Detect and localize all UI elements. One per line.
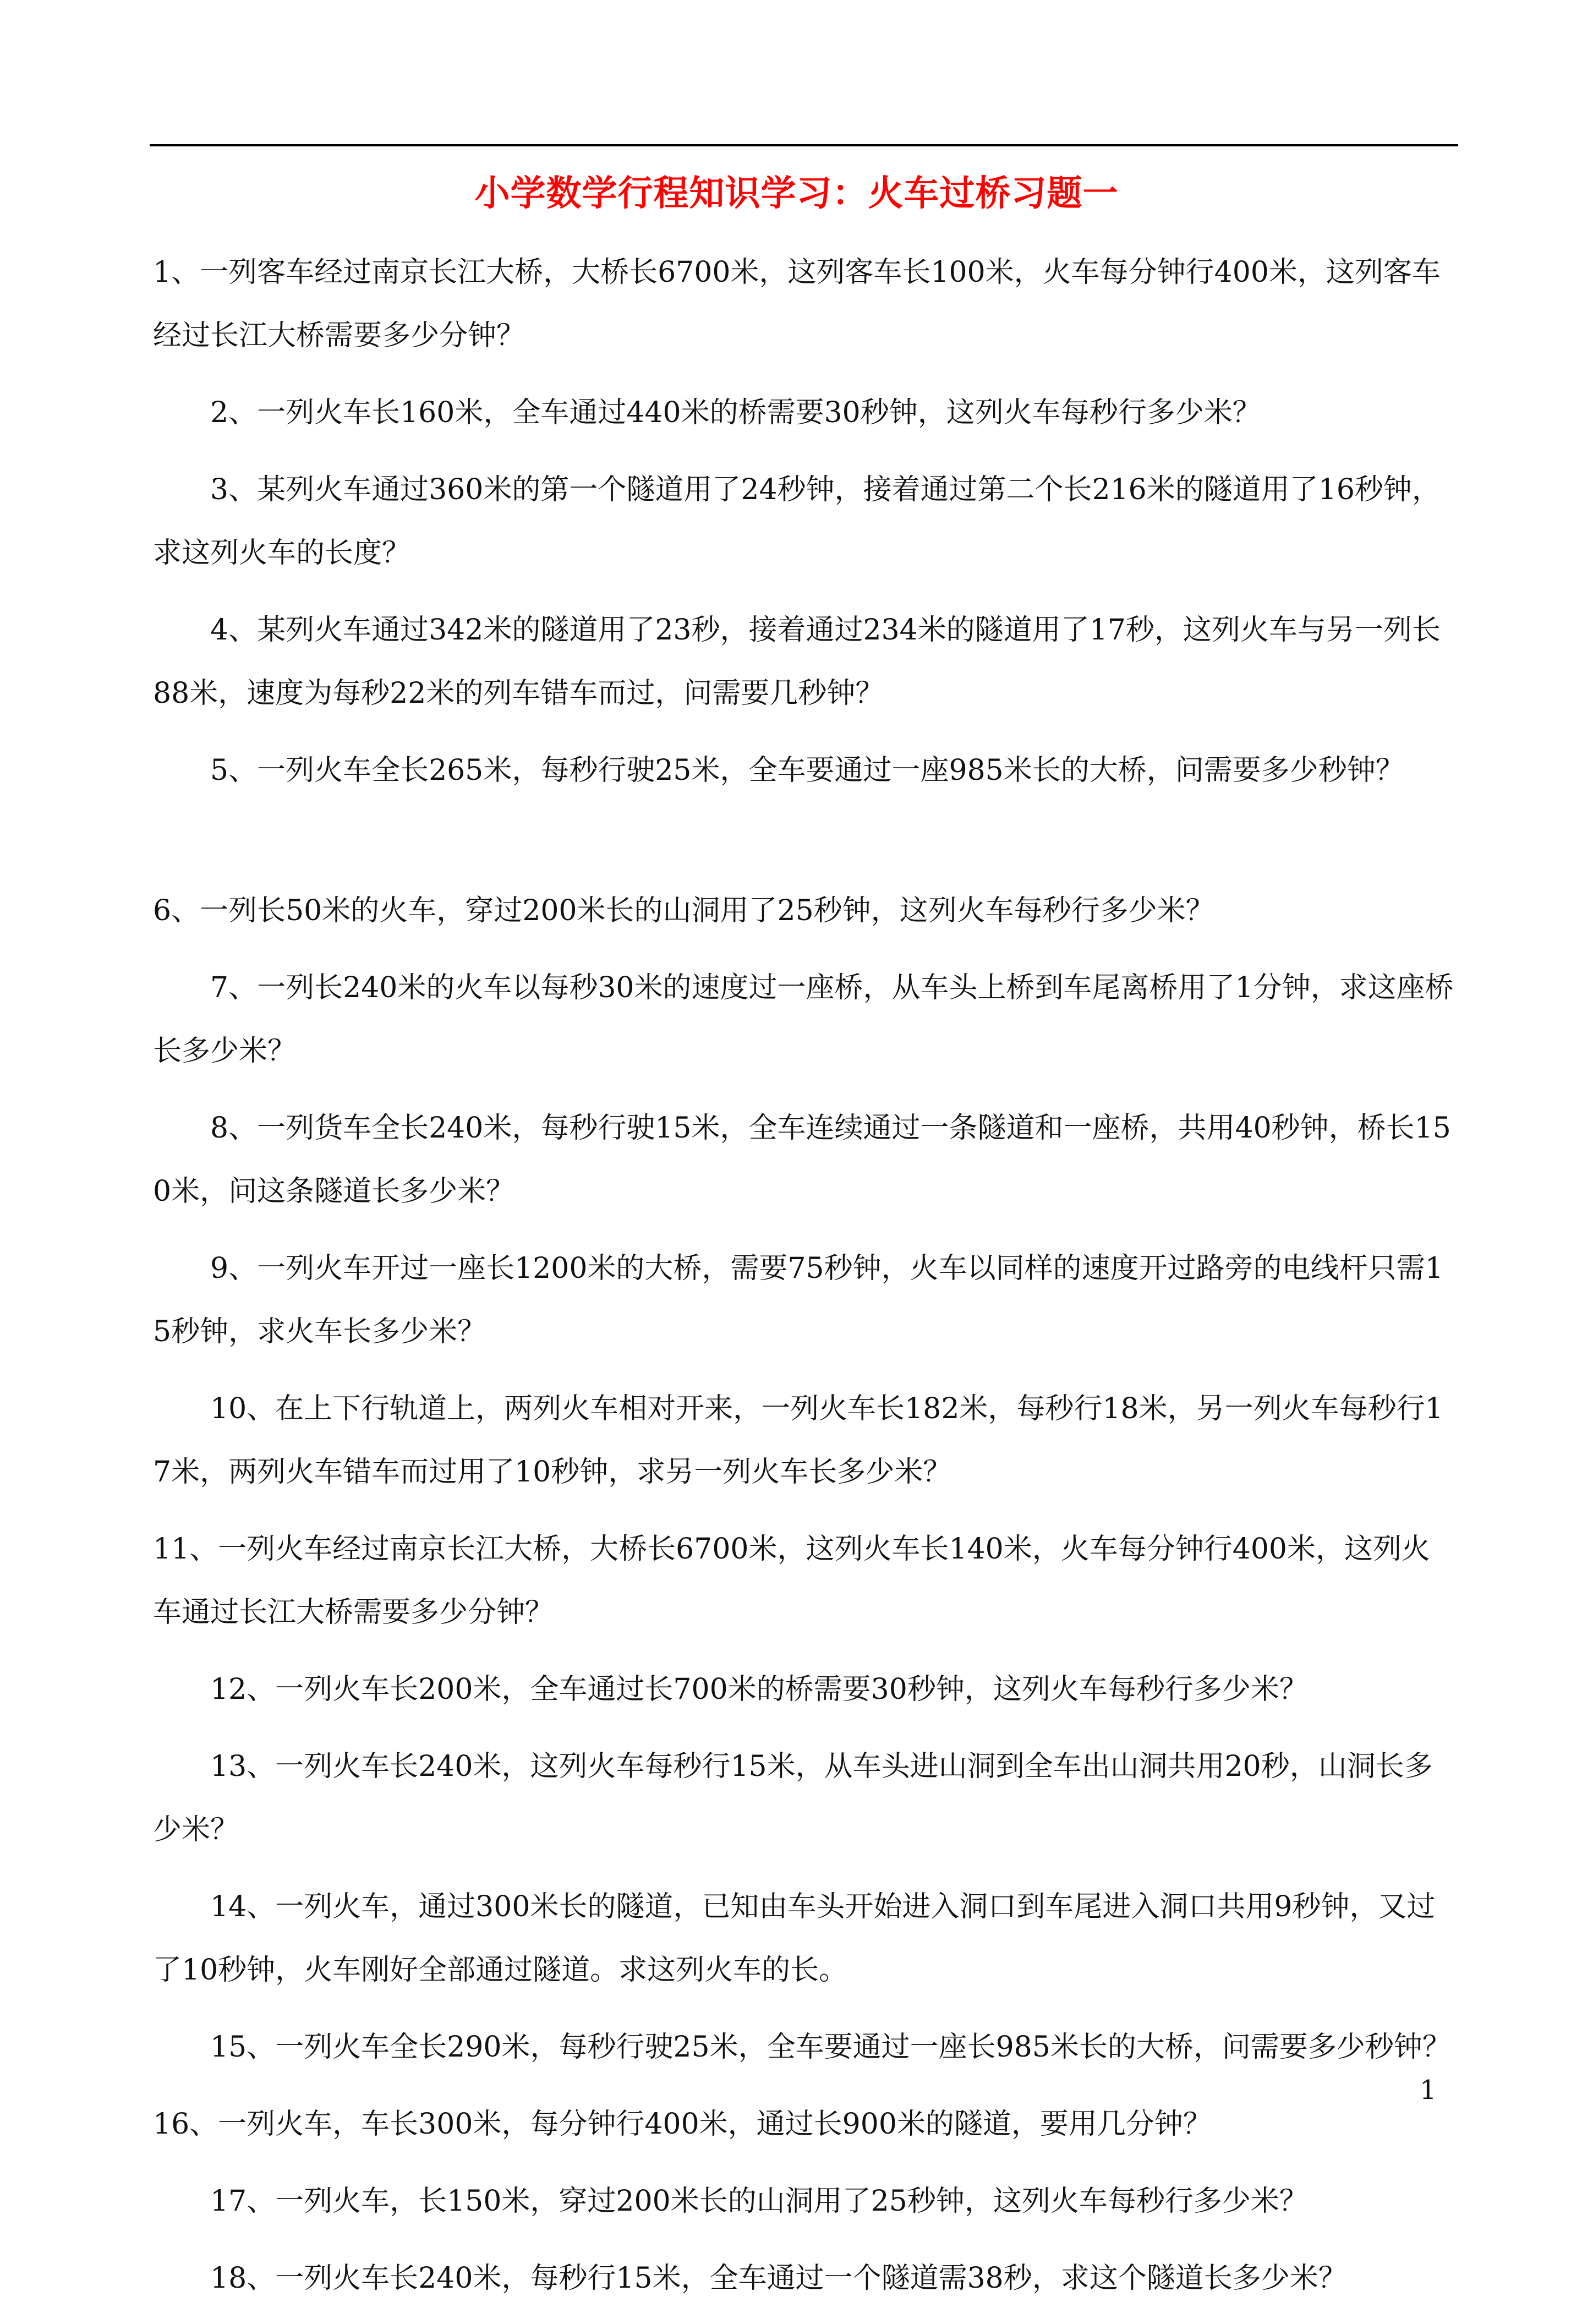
question-15: 15、一列火车全长290米，每秒行驶25米，全车要通过一座长985米长的大桥，问需要多少秒钟？ [210,2031,1451,2064]
question-6: 6、一列长50米的火车，穿过200米长的山洞用了25秒钟，这列火车每秒行多少米？ [153,894,1214,927]
question-11: 11、一列火车经过南京长江大桥，大桥长6700米，这列火车长140米，火车每分钟行400米，这列火车通过长江大桥需要多少分钟？ [153,1533,1431,1629]
blank-line [153,816,1457,879]
question-18: 18、一列火车长240米，每秒行15米，全车通过一个隧道需38秒，求这个隧道长多少米？ [210,2262,1347,2295]
question-list [153,241,1457,2324]
question-2: 2、一列火车长160米，全车通过440米的桥需要30秒钟，这列火车每秒行多少米？ [210,396,1261,429]
question-13: 13、一列火车长240米，这列火车每秒行15米，从车头进山洞到全车出山洞共用20秒，山洞长多少米？ [153,1750,1433,1846]
question-1: 1、一列客车经过南京长江大桥，大桥长6700米，这列客车长100米，火车每分钟行400米，这列客车经过长江大桥需要多少分钟？ [153,256,1441,352]
question-8: 8、一列货车全长240米，每秒行驶15米，全车连续通过一条隧道和一座桥，共用40秒钟，桥长150米，问这条隧道长多少米？ [153,1112,1451,1208]
question-5: 5、一列火车全长265米，每秒行驶25米，全车要通过一座985米长的大桥，问需要多少秒钟？ [210,754,1404,787]
question-4: 4、某列火车通过342米的隧道用了23秒，接着通过234米的隧道用了17秒，这列火车与另一列长88米，速度为每秒22米的列车错车而过，问需要几秒钟？ [153,614,1441,710]
question-17: 17、一列火车，长150米，穿过200米长的山洞用了25秒钟，这列火车每秒行多少米？ [210,2185,1308,2218]
question-14: 14、一列火车，通过300米长的隧道，已知由车头开始进入洞口到车尾进入洞口共用9秒钟，又过了10秒钟，火车刚好全部通过隧道。求这列火车的长。 [153,1890,1436,1987]
question-9: 9、一列火车开过一座长1200米的大桥，需要75秒钟，火车以同样的速度开过路旁的电线杆只需15秒钟，求火车长多少米？ [153,1252,1443,1348]
question-12: 12、一列火车长200米，全车通过长700米的桥需要30秒钟，这列火车每秒行多少米？ [210,1673,1308,1706]
question-3: 3、某列火车通过360米的第一个隧道用了24秒钟，接着通过第二个长216米的隧道用了16秒钟，求这列火车的长度？ [153,473,1441,570]
page-title: 小学数学行程知识学习：火车过桥习题一 [474,173,1119,214]
header-rule [150,144,1458,146]
question-7: 7、一列长240米的火车以每秒30米的速度过一座桥，从车头上桥到车尾离桥用了1分钟，求这座桥长多少米？ [153,971,1454,1068]
page-number: 1 [1420,2075,1437,2106]
question-10: 10、在上下行轨道上，两列火车相对开来，一列火车长182米，每秒行18米，另一列火车每秒行17米，两列火车错车而过用了10秒钟，求另一列火车长多少米？ [153,1392,1443,1489]
question-16: 16、一列火车，车长300米，每分钟行400米，通过长900米的隧道，要用几分钟？ [153,2108,1212,2141]
